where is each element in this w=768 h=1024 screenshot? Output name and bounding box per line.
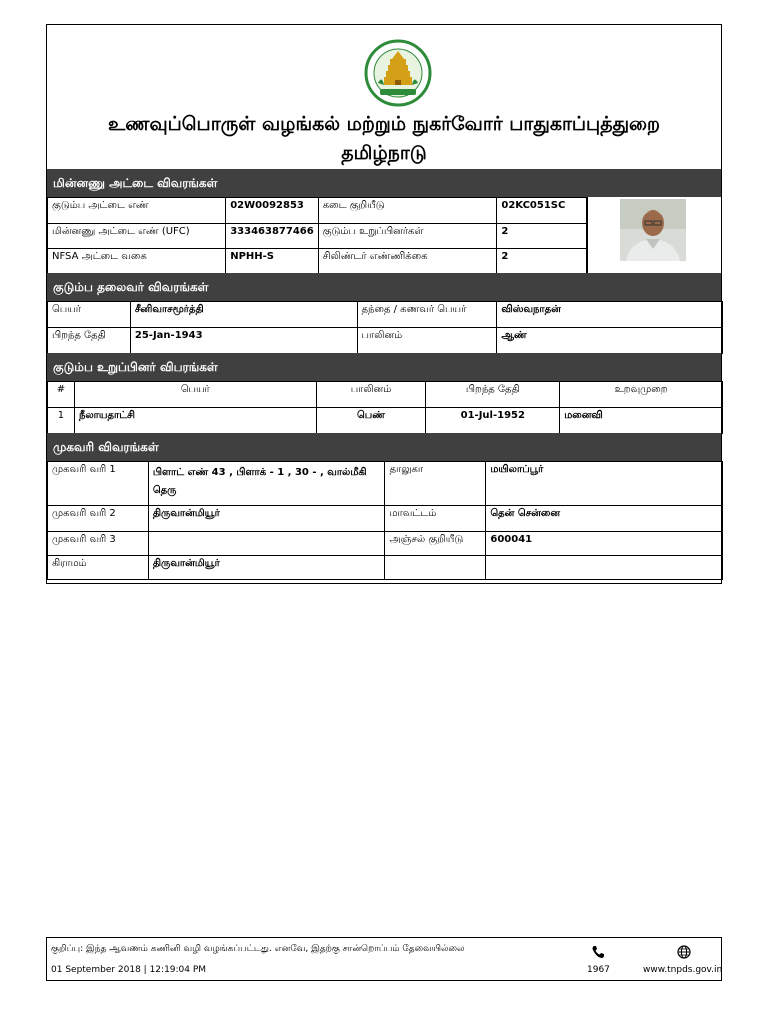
- card-details-heading: மின்னணு அட்டை விவரங்கள்: [47, 169, 721, 197]
- head-name-value: சீனிவாசமூர்த்தி: [130, 302, 357, 328]
- table-row: [48, 302, 723, 328]
- address-table: [47, 461, 723, 580]
- photo-cell: [587, 197, 723, 273]
- ufc-value: 333463877466: [226, 224, 319, 249]
- table-row: [48, 408, 723, 434]
- members-count-value: 2: [497, 224, 587, 249]
- table-row: [48, 556, 723, 580]
- col-name: பெயர்: [74, 382, 316, 408]
- member-name: நீலாயதாட்சி: [74, 408, 316, 434]
- shop-code-value: 02KC051SC: [497, 198, 587, 224]
- col-number: #: [48, 382, 75, 408]
- village-label: கிராமம்: [48, 556, 149, 580]
- address-line1-label: முகவரி வரி 1: [48, 462, 149, 506]
- tamil-nadu-emblem-icon: [364, 39, 432, 107]
- table-row: [48, 506, 723, 532]
- cylinder-count-label: சிலிண்டர் எண்ணிக்கை: [318, 249, 497, 274]
- table-row: [48, 249, 587, 274]
- head-dob-label: பிறந்த தேதி: [48, 328, 131, 354]
- member-relation: மனைவி: [560, 408, 723, 434]
- table-row: [48, 198, 587, 224]
- shop-code-label: கடை குறியீடு: [318, 198, 497, 224]
- pincode-value: 600041: [486, 532, 723, 556]
- district-value: தென் சென்னை: [486, 506, 723, 532]
- taluk-value: மயிலாப்பூர்: [486, 462, 723, 506]
- member-dob: 01-Jul-1952: [426, 408, 560, 434]
- address-heading: முகவரி விவரங்கள்: [47, 433, 721, 461]
- department-title: உணவுப்பொருள் வழங்கல் மற்றும் நுகர்வோர் பாதுகாப்புத்துறை: [108, 113, 660, 135]
- table-row: [48, 328, 723, 354]
- col-relation: உறவுமுறை: [560, 382, 723, 408]
- head-gender-value: ஆண்: [497, 328, 723, 354]
- col-dob: பிறந்த தேதி: [426, 382, 560, 408]
- address-line2-label: முகவரி வரி 2: [48, 506, 149, 532]
- head-gender-label: பாலினம்: [357, 328, 497, 354]
- nfsa-type-label: NFSA அட்டை வகை: [48, 249, 226, 274]
- members-heading: குடும்ப உறுப்பினர் விபரங்கள்: [47, 353, 721, 381]
- members-count-label: குடும்ப உறுப்பினர்கள்: [318, 224, 497, 249]
- village-value: திருவான்மியூர்: [148, 556, 385, 580]
- head-details-heading: குடும்ப தலைவர் விவரங்கள்: [47, 273, 721, 301]
- head-details-table: [47, 301, 723, 354]
- address-line3-label: முகவரி வரி 3: [48, 532, 149, 556]
- taluk-label: தாலுகா: [385, 462, 486, 506]
- father-name-label: தந்தை / கணவர் பெயர்: [357, 302, 497, 328]
- col-gender: பாலினம்: [316, 382, 426, 408]
- state-title: தமிழ்நாடு: [341, 142, 427, 164]
- cardholder-photo: [620, 199, 686, 261]
- phone-icon: [591, 945, 605, 959]
- father-name-value: விஸ்வநாதன்: [497, 302, 723, 328]
- table-header-row: [48, 382, 723, 408]
- footer: [46, 937, 722, 981]
- cylinder-count-value: 2: [497, 249, 587, 274]
- empty-cell: [385, 556, 486, 580]
- address-line2-value: திருவான்மியூர்: [148, 506, 385, 532]
- address-line1-value: பிளாட் எண் 43 , பிளாக் - 1 , 30 - , வால்மீகி தெரு: [148, 462, 385, 506]
- card-details-table: [47, 197, 587, 274]
- district-label: மாவட்டம்: [385, 506, 486, 532]
- member-gender: பெண்: [316, 408, 426, 434]
- table-row: [48, 532, 723, 556]
- member-number: 1: [48, 408, 75, 434]
- table-row: [48, 462, 723, 506]
- footer-note: குறிப்பு: இந்த ஆவணம் கணினி வழி வழங்கப்பட்டது. எனவே, இதற்கு சான்றொப்பம் தேவையில்லை: [51, 944, 465, 954]
- empty-cell: [486, 556, 723, 580]
- footer-timestamp: 01 September 2018 | 12:19:04 PM: [51, 965, 207, 975]
- smart-card-document: [46, 24, 722, 584]
- ufc-label: மின்னணு அட்டை எண் (UFC): [48, 224, 226, 249]
- members-table: [47, 381, 723, 434]
- helpline-number: 1967: [587, 965, 610, 975]
- family-card-no-label: குடும்ப அட்டை எண்: [48, 198, 226, 224]
- head-name-label: பெயர்: [48, 302, 131, 328]
- website-link[interactable]: www.tnpds.gov.in: [643, 965, 723, 975]
- table-row: [48, 224, 587, 249]
- head-dob-value: 25-Jan-1943: [130, 328, 357, 354]
- pincode-label: அஞ்சல் குறியீடு: [385, 532, 486, 556]
- address-line3-value: [148, 532, 385, 556]
- nfsa-type-value: NPHH-S: [226, 249, 319, 274]
- family-card-no-value: 02W0092853: [226, 198, 319, 224]
- globe-icon: [677, 945, 691, 959]
